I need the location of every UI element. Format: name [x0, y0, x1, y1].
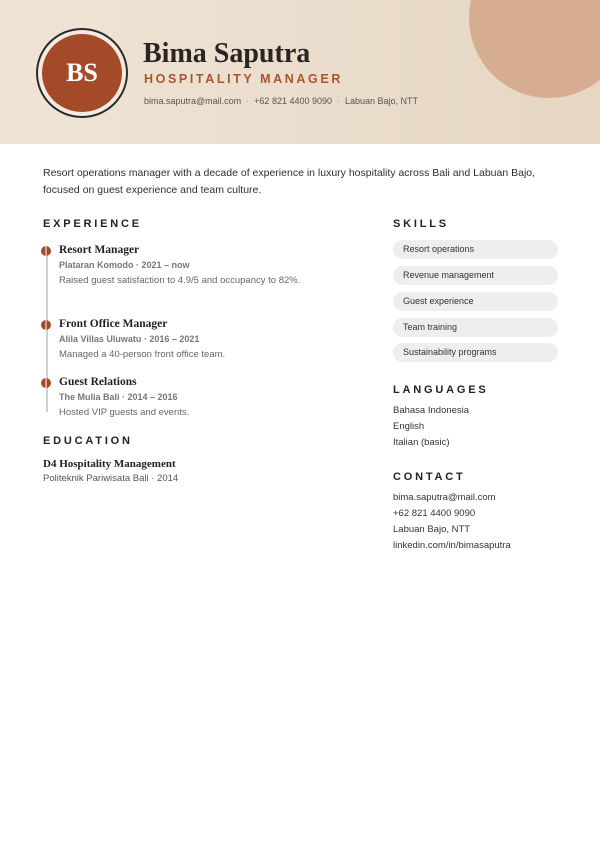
- job-description: Raised guest satisfaction to 4.9/5 and occupancy to 82%.: [59, 275, 301, 286]
- candidate-name: Bima Saputra: [143, 38, 311, 69]
- language-item: Italian (basic): [393, 437, 450, 448]
- experience-heading: EXPERIENCE: [43, 218, 142, 230]
- contact-heading: CONTACT: [393, 471, 466, 483]
- decorative-circle: [469, 0, 600, 98]
- job-meta: Alila Villas Uluwatu · 2016 – 2021: [59, 334, 200, 344]
- contact-email[interactable]: bima.saputra@mail.com: [393, 492, 496, 503]
- job-meta: Plataran Komodo · 2021 – now: [59, 260, 190, 270]
- skill-tag: Sustainability programs: [393, 343, 558, 362]
- timeline-dot-icon: [41, 320, 51, 330]
- job-title: Guest Relations: [59, 376, 137, 388]
- header-phone[interactable]: +62 821 4400 9090: [254, 96, 332, 106]
- job-title: Front Office Manager: [59, 318, 168, 330]
- skill-tag: Guest experience: [393, 292, 558, 311]
- experience-item: [41, 244, 361, 290]
- header-email[interactable]: bima.saputra@mail.com: [144, 96, 242, 106]
- skill-tag: Resort operations: [393, 240, 558, 259]
- language-item: Bahasa Indonesia: [393, 405, 470, 416]
- job-title: Resort Manager: [59, 244, 140, 256]
- header-location: Labuan Bajo, NTT: [345, 96, 419, 106]
- job-description: Managed a 40-person front office team.: [59, 349, 226, 360]
- header-banner: [0, 0, 600, 144]
- job-meta: The Mulia Bali · 2014 – 2016: [59, 392, 178, 402]
- profile-summary: Resort operations manager with a decade of experience in luxury hospitality across Bali and Labuan Bajo, focused on guest experience and team culture.: [43, 167, 536, 196]
- avatar: [42, 34, 122, 112]
- education-degree: D4 Hospitality Management: [43, 458, 176, 470]
- languages-heading: LANGUAGES: [393, 384, 489, 396]
- separator: ·: [246, 96, 250, 106]
- contact-linkedin-link[interactable]: linkedin.com/in/bimasaputra: [393, 540, 511, 551]
- header-contact-line: [144, 96, 418, 106]
- skill-tag: Revenue management: [393, 266, 558, 285]
- education-meta: Politeknik Pariwisata Bali · 2014: [43, 473, 179, 484]
- language-item: English: [393, 421, 425, 432]
- contact-phone[interactable]: +62 821 4400 9090: [393, 508, 476, 519]
- experience-item: [41, 318, 361, 364]
- avatar-initials: BS: [66, 58, 98, 87]
- experience-item: [41, 376, 361, 422]
- separator: ·: [337, 96, 340, 106]
- contact-location: Labuan Bajo, NTT: [393, 524, 471, 535]
- job-description: Hosted VIP guests and events.: [59, 407, 190, 418]
- timeline-dot-icon: [41, 378, 51, 388]
- education-heading: EDUCATION: [43, 435, 133, 447]
- candidate-role: HOSPITALITY MANAGER: [144, 72, 343, 86]
- skill-tag: Team training: [393, 318, 558, 337]
- skills-heading: SKILLS: [393, 218, 449, 230]
- timeline-dot-icon: [41, 246, 51, 256]
